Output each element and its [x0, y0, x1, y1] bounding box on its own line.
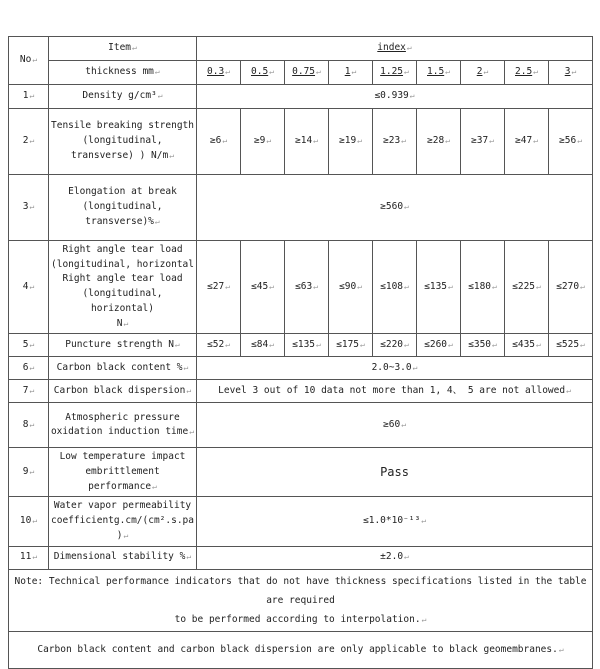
property-name: Carbon black dispersion↵ — [49, 380, 197, 403]
row-number: 6↵ — [9, 357, 49, 380]
value-cell: ≤435↵ — [505, 334, 549, 357]
table-row — [9, 403, 593, 448]
property-value: ≤1.0*10⁻¹³↵ — [197, 497, 593, 546]
property-name: Low temperature impact embrittlement performance↵ — [49, 448, 197, 497]
value-cell: ≥47↵ — [505, 109, 549, 175]
value-cell: ≤84↵ — [241, 334, 285, 357]
table-row — [9, 357, 593, 380]
property-value: ±2.0↵ — [197, 546, 593, 569]
row-number: 11↵ — [9, 546, 49, 569]
table-row — [9, 380, 593, 403]
table-row — [9, 334, 593, 357]
property-name: Right angle tear load (longitudinal, horizontal Right angle tear load (longitudinal, horizontal) N↵ — [49, 241, 197, 334]
thickness-cell: 1↵ — [329, 61, 373, 85]
table-row — [9, 175, 593, 241]
row-number: 1↵ — [9, 85, 49, 109]
note-row — [9, 631, 593, 668]
row-number: 2↵ — [9, 109, 49, 175]
value-cell: ≥6↵ — [197, 109, 241, 175]
header-no: No↵ — [9, 37, 49, 85]
row-number: 10↵ — [9, 497, 49, 546]
value-cell: ≥28↵ — [417, 109, 461, 175]
header-item: Item↵ — [49, 37, 197, 61]
thickness-cell: 3↵ — [549, 61, 593, 85]
value-cell: ≤135↵ — [285, 334, 329, 357]
table-row — [9, 546, 593, 569]
property-name: Dimensional stability %↵ — [49, 546, 197, 569]
value-cell: ≤180↵ — [461, 241, 505, 334]
value-cell: ≥9↵ — [241, 109, 285, 175]
property-value: ≤0.939↵ — [197, 85, 593, 109]
value-cell: ≤175↵ — [329, 334, 373, 357]
property-name: Atmospheric pressure oxidation induction time↵ — [49, 403, 197, 448]
thickness-cell: 1.25↵ — [373, 61, 417, 85]
row-number: 4↵ — [9, 241, 49, 334]
table-row — [9, 497, 593, 546]
property-name: Elongation at break (longitudinal, transverse)%↵ — [49, 175, 197, 241]
value-cell: ≤45↵ — [241, 241, 285, 334]
value-cell: ≤525↵ — [549, 334, 593, 357]
value-cell: ≤63↵ — [285, 241, 329, 334]
table-row — [9, 241, 593, 334]
property-value: ≥560↵ — [197, 175, 593, 241]
property-name: Carbon black content %↵ — [49, 357, 197, 380]
thickness-label: thickness mm↵ — [49, 61, 197, 85]
property-name: Puncture strength N↵ — [49, 334, 197, 357]
thickness-cell: 0.5↵ — [241, 61, 285, 85]
property-value: Level 3 out of 10 data not more than 1, 4、 5 are not allowed↵ — [197, 380, 593, 403]
value-cell: ≥23↵ — [373, 109, 417, 175]
row-number: 8↵ — [9, 403, 49, 448]
property-name: Density g/cm³↵ — [49, 85, 197, 109]
thickness-row — [9, 61, 593, 85]
table-row — [9, 85, 593, 109]
thickness-cell: 0.75↵ — [285, 61, 329, 85]
geomembrane-spec-table — [8, 36, 593, 669]
value-cell: ≥14↵ — [285, 109, 329, 175]
note-row — [9, 569, 593, 631]
interpolation-note: Note: Technical performance indicators that do not have thickness specifications listed in the table are required to be performed according to interpolation.↵ — [9, 569, 593, 631]
property-value: 2.0~3.0↵ — [197, 357, 593, 380]
value-cell: ≤108↵ — [373, 241, 417, 334]
value-cell: ≤225↵ — [505, 241, 549, 334]
row-number: 5↵ — [9, 334, 49, 357]
thickness-cell: 2↵ — [461, 61, 505, 85]
value-cell: ≤27↵ — [197, 241, 241, 334]
property-value: ≥60↵ — [197, 403, 593, 448]
value-cell: ≥19↵ — [329, 109, 373, 175]
value-cell: ≥37↵ — [461, 109, 505, 175]
property-name: Water vapor permeability coefficientg.cm/(cm².s.pa)↵ — [49, 497, 197, 546]
row-number: 7↵ — [9, 380, 49, 403]
row-number: 9↵ — [9, 448, 49, 497]
value-cell: ≤220↵ — [373, 334, 417, 357]
value-cell: ≤135↵ — [417, 241, 461, 334]
header-row — [9, 37, 593, 61]
property-value: Pass — [197, 448, 593, 497]
table-row — [9, 109, 593, 175]
row-number: 3↵ — [9, 175, 49, 241]
value-cell: ≤270↵ — [549, 241, 593, 334]
thickness-cell: 2.5↵ — [505, 61, 549, 85]
value-cell: ≤90↵ — [329, 241, 373, 334]
value-cell: ≤350↵ — [461, 334, 505, 357]
carbon-black-note: Carbon black content and carbon black dispersion are only applicable to black geomembranes.↵ — [9, 631, 593, 668]
property-name: Tensile breaking strength (longitudinal, transverse) ) N/m↵ — [49, 109, 197, 175]
table-row — [9, 448, 593, 497]
value-cell: ≤52↵ — [197, 334, 241, 357]
thickness-cell: 0.3↵ — [197, 61, 241, 85]
value-cell: ≥56↵ — [549, 109, 593, 175]
value-cell: ≤260↵ — [417, 334, 461, 357]
header-index: index↵ — [197, 37, 593, 61]
thickness-cell: 1.5↵ — [417, 61, 461, 85]
